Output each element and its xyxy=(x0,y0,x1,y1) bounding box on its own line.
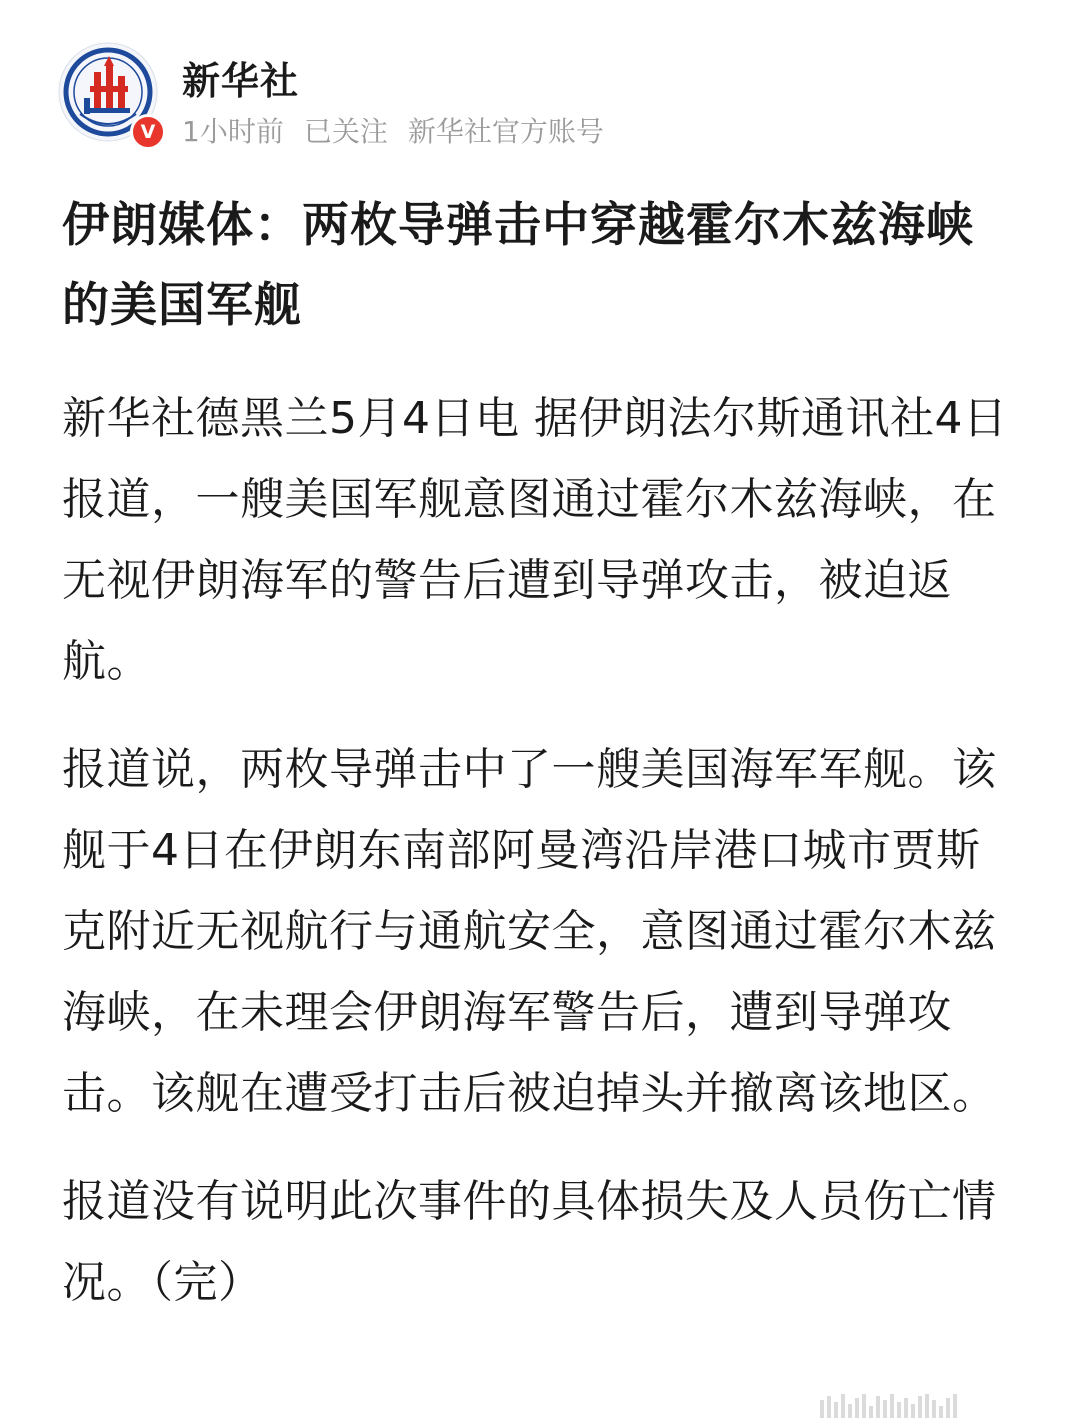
post-time: 1小时前 xyxy=(182,115,284,148)
article-paragraph-3: 报道没有说明此次事件的具体损失及人员伤亡情况。（完） xyxy=(62,1176,997,1308)
article-body xyxy=(62,378,1012,1350)
verified-badge-icon: V xyxy=(130,114,166,150)
article-title: 伊朗媒体：两枚导弹击中穿越霍尔木兹海峡的美国军舰 xyxy=(62,198,974,333)
article-paragraph-1: 新华社德黑兰5月4日电 据伊朗法尔斯通讯社4日报道，一艘美国军舰意图通过霍尔木兹海峡，在无视伊朗海军的警告后遭到导弹攻击，被迫返航。 xyxy=(62,393,1008,687)
post-meta xyxy=(182,110,624,150)
watermark-barcode-icon xyxy=(820,1392,1050,1418)
account-avatar[interactable] xyxy=(58,42,158,142)
article-paragraph-2: 报道说，两枚导弹击中了一艘美国海军军舰。该舰于4日在伊朗东南部阿曼湾沿岸港口城市贾斯克附近无视航行与通航安全，意图通过霍尔木兹海峡，在未理会伊朗海军警告后，遭到导弹攻击。该舰在遭受打击后被迫掉头并撤离该地区。 xyxy=(62,744,997,1119)
account-type-label: 新华社官方账号 xyxy=(407,115,604,148)
account-name[interactable]: 新华社 xyxy=(182,59,300,103)
post-header xyxy=(58,42,1018,152)
follow-status[interactable]: 已关注 xyxy=(303,115,388,148)
